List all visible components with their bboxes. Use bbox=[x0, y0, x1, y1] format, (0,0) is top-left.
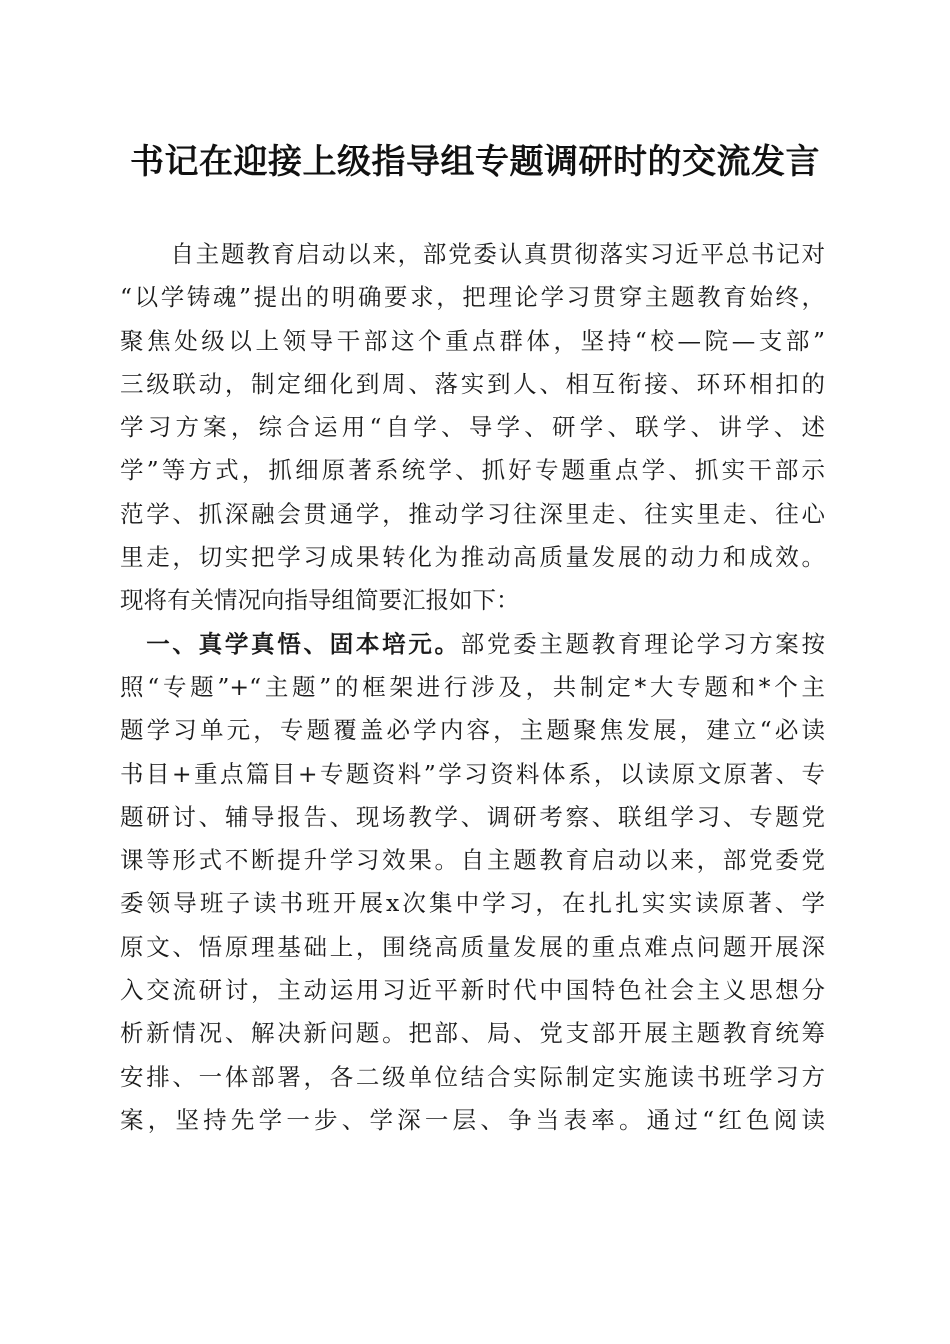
paragraph-line: 入交流研讨，主动运用习近平新时代中国特色社会主义思想分 bbox=[120, 976, 825, 1005]
paragraph-line: 书目+重点篇目+专题资料”学习资料体系，以读原文原著、专 bbox=[120, 759, 825, 788]
paragraph-line: 题研讨、辅导报告、现场教学、调研考察、联组学习、专题党 bbox=[120, 802, 825, 831]
paragraph-line: 课等形式不断提升学习效果。自主题教育启动以来，部党委党 bbox=[120, 846, 825, 875]
paragraph-line: 里走，切实把学习成果转化为推动高质量发展的动力和成效。 bbox=[120, 543, 825, 572]
section-heading-line bbox=[120, 623, 825, 666]
paragraph-line: “以学铸魂”提出的明确要求，把理论学习贯穿主题教育始终， bbox=[120, 283, 825, 312]
paragraph-line: 题学习单元，专题覆盖必学内容，主题聚焦发展，建立“必读 bbox=[120, 716, 825, 745]
paragraph-line: 范学、抓深融会贯通学，推动学习往深里走、往实里走、往心 bbox=[120, 499, 825, 528]
paragraph-line: 自主题教育启动以来，部党委认真贯彻落实习近平总书记对 bbox=[120, 240, 825, 268]
paragraph-line: 现将有关情况向指导组简要汇报如下： bbox=[120, 586, 520, 615]
paragraph-line: 三级联动，制定细化到周、落实到人、相互衔接、环环相扣的 bbox=[120, 369, 825, 398]
paragraph-line: 案，坚持先学一步、学深一层、争当表率。通过“红色阅读 bbox=[120, 1105, 825, 1134]
paragraph-line: 安排、一体部署，各二级单位结合实际制定实施读书班学习方 bbox=[120, 1062, 825, 1091]
document-body bbox=[120, 233, 825, 1142]
document-title: 书记在迎接上级指导组专题调研时的交流发言 bbox=[130, 142, 820, 182]
section-heading: 一、真学真悟、固本培元。 bbox=[120, 629, 461, 658]
paragraph-line: 析新情况、解决新问题。把部、局、党支部开展主题教育统筹 bbox=[120, 1019, 825, 1048]
section-heading-rest: 部党委主题教育理论学习方案按 bbox=[460, 629, 825, 658]
paragraph-line: 学习方案，综合运用“自学、导学、研学、联学、讲学、述 bbox=[120, 413, 825, 442]
paragraph-line: 原文、悟原理基础上，围绕高质量发展的重点难点问题开展深 bbox=[120, 932, 825, 961]
paragraph-line: 聚焦处级以上领导干部这个重点群体，坚持“校—院—支部” bbox=[120, 326, 825, 355]
paragraph-line: 学”等方式，抓细原著系统学、抓好专题重点学、抓实干部示 bbox=[120, 456, 825, 485]
paragraph-line: 照“专题”+“主题”的框架进行涉及，共制定*大专题和*个主 bbox=[120, 672, 825, 701]
paragraph-line: 委领导班子读书班开展x次集中学习，在扎扎实实读原著、学 bbox=[120, 889, 825, 918]
